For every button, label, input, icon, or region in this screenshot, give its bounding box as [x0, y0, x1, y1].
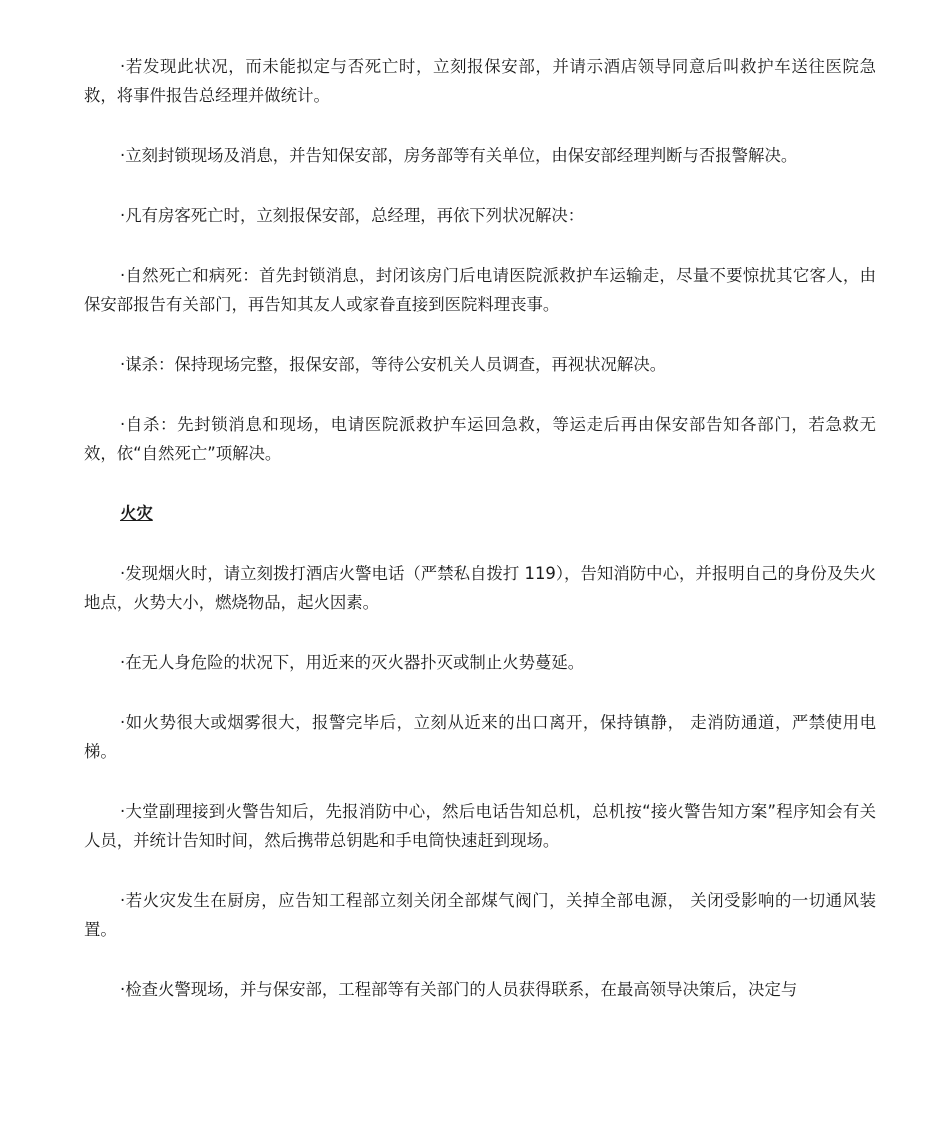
paragraph-fire-evacuate: ·如火势很大或烟雾很大，报警完毕后，立刻从近来的出口离开，保持镇静， 走消防通道，严禁使用电梯。 — [84, 713, 876, 761]
paragraph-duty-manager: ·大堂副理接到火警告知后，先报消防中心，然后电话告知总机，总机按“接火警告知方案”程序知会有关人员，并统计告知时间，然后携带总钥匙和手电筒快速赶到现场。 — [84, 802, 876, 850]
paragraph-inspect-scene: ·检查火警现场，并与保安部，工程部等有关部门的人员获得联系，在最高领导决策后，决定与 — [120, 980, 798, 999]
paragraph-fire-report: ·发现烟火时，请立刻拨打酒店火警电话（严禁私自拨打 119），告知消防中心，并报明自己的身份及失火地点，火势大小，燃烧物品，起火因素。 — [84, 564, 876, 612]
paragraph-seal-scene: ·立刻封锁现场及消息，并告知保安部，房务部等有关单位，由保安部经理判断与否报警解决。 — [120, 146, 798, 165]
paragraph-murder: ·谋杀：保持现场完整，报保安部，等待公安机关人员调查，再视状况解决。 — [120, 355, 667, 374]
paragraph-suicide: ·自杀：先封锁消息和现场，电请医院派救护车运回急救，等运走后再由保安部告知各部门，若急救无效，依“自然死亡”项解决。 — [84, 415, 876, 463]
paragraph-fire-extinguish: ·在无人身危险的状况下，用近来的灭火器扑灭或制止火势蔓延。 — [120, 653, 585, 672]
paragraph-natural-death: ·自然死亡和病死：首先封锁消息，封闭该房门后电请医院派救护车运输走，尽量不要惊扰其它客人，由保安部报告有关部门，再告知其友人或家眷直接到医院料理丧事。 — [84, 266, 876, 314]
paragraph-kitchen-fire: ·若火灾发生在厨房，应告知工程部立刻关闭全部煤气阀门，关掉全部电源， 关闭受影响的一切通风装置。 — [84, 891, 876, 939]
section-heading-fire: 火灾 — [120, 504, 153, 523]
paragraph-unconfirmed-death: ·若发现此状况，而未能拟定与否死亡时，立刻报保安部，并请示酒店领导同意后叫救护车送往医院急救，将事件报告总经理并做统计。 — [84, 57, 876, 105]
document-page — [84, 52, 876, 1035]
paragraph-guest-death: ·凡有房客死亡时，立刻报保安部，总经理，再依下列状况解决： — [120, 206, 585, 225]
